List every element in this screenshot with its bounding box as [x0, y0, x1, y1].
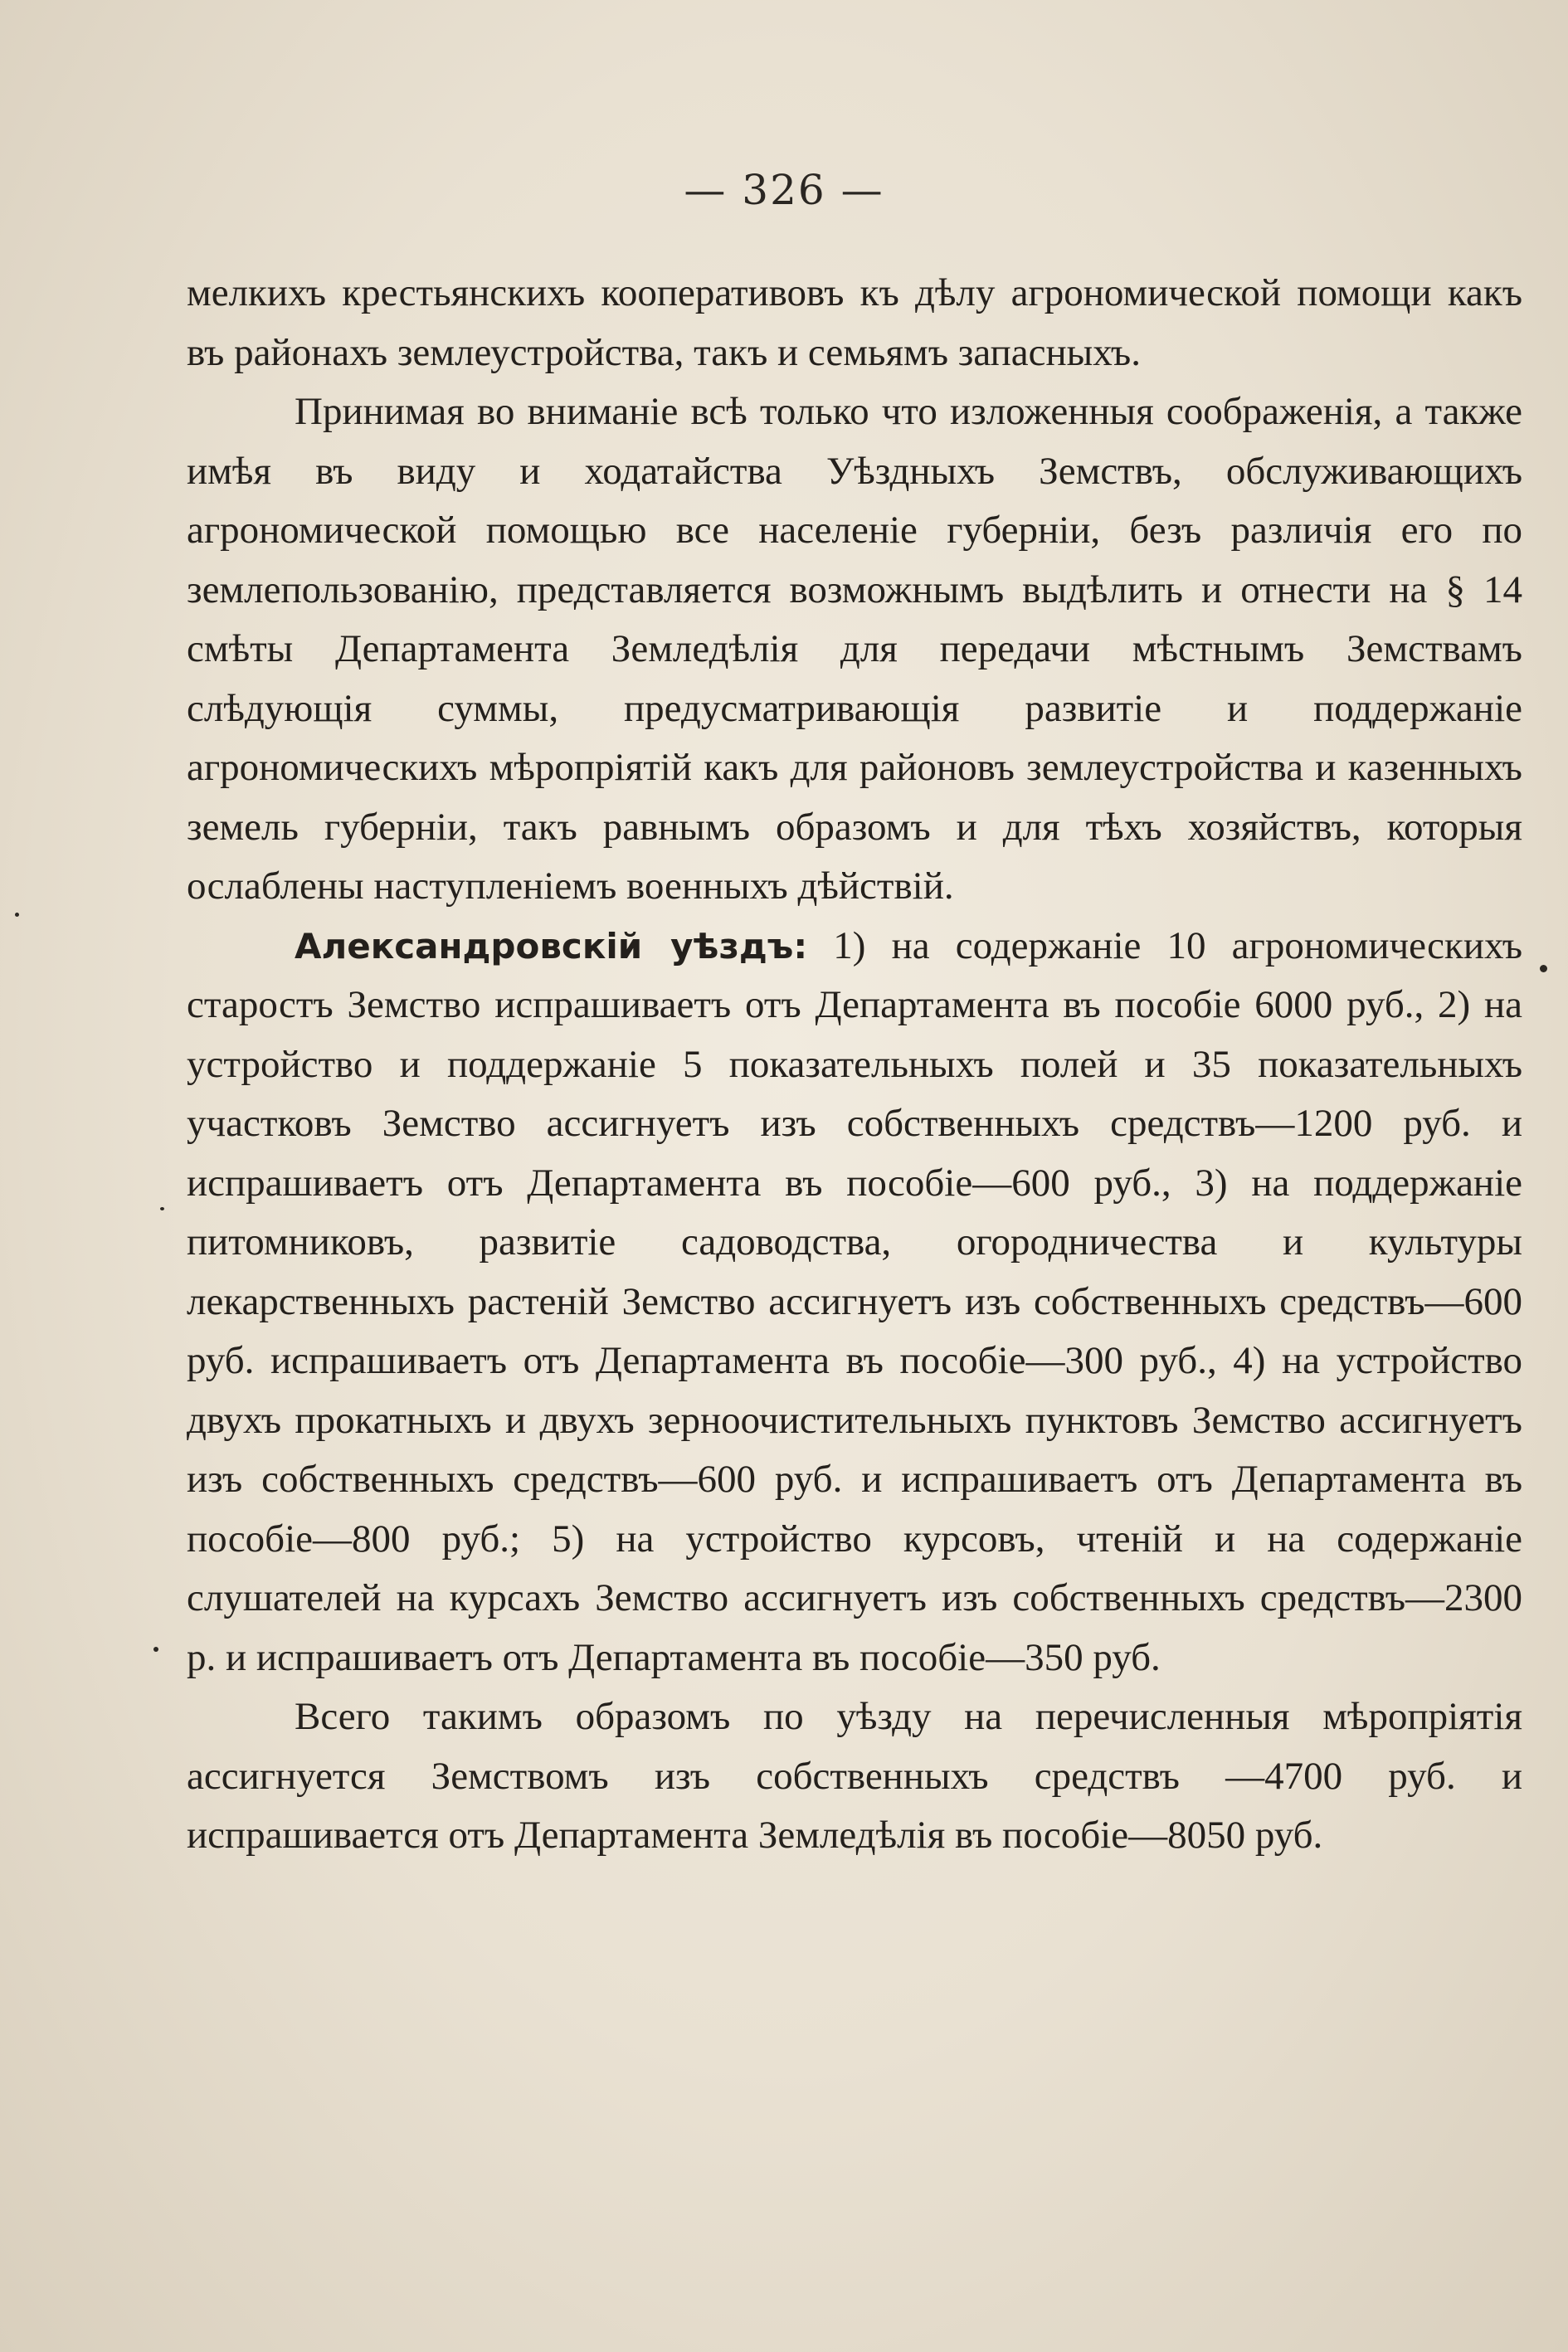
page-number: — 326 —: [684, 166, 884, 214]
paragraph-aleksandrovsky-uyezd: [187, 917, 1522, 1688]
ink-speck: [153, 1647, 158, 1652]
ink-speck: [160, 1207, 164, 1210]
paragraph-considerations: Принимая во вниманіе всѣ только что изложенныя соображенія, а также имѣя въ виду и ходатайства Уѣздныхъ Земствъ, обслуживающихъ агрономической помощью все населеніе губерніи, безъ различія его по землепользованію, представляется возможнымъ выдѣлить и отнести на § 14 смѣты Департамента Земледѣлія для передачи мѣстнымъ Земствамъ слѣдующія суммы, предусматривающія развитіе и поддержаніе агрономическихъ мѣропріятій какъ для районовъ землеустройства и казенныхъ земель губерніи, такъ равнымъ образомъ и для тѣхъ хозяйствъ, которыя ослаблены наступленіемъ военныхъ дѣйствій.: [187, 390, 1522, 908]
paragraph-total: Всего такимъ образомъ по уѣзду на перечисленныя мѣропріятія ассигнуется Земствомъ изъ собственныхъ средствъ —4700 руб. и испрашивается отъ Департамента Земледѣлія въ пособіе—8050 руб.: [187, 1695, 1522, 1857]
ink-speck: [1540, 965, 1547, 972]
uyezd-heading: Александровскій уѣздъ:: [295, 925, 808, 967]
paragraph-continuation: мелкихъ крестьянскихъ кооперативовъ къ дѣлу агрономической помощи какъ въ районахъ землеустройства, такъ и семьямъ запасныхъ.: [187, 271, 1522, 374]
uyezd-details: 1) на содержаніе 10 агрономическихъ старостъ Земство испрашиваетъ отъ Департамента въ пособіе 6000 руб., 2) на устройство и поддержаніе 5 показательныхъ полей и 35 показательныхъ участковъ Земство ассигнуетъ изъ собственныхъ средствъ—1200 руб. и испрашиваетъ отъ Департамента въ пособіе—600 руб., 3) на поддержаніе питомниковъ, развитіе садоводства, огородничества и культуры лекарственныхъ растеній Земство ассигнуетъ изъ собственныхъ средствъ—600 руб. испрашиваетъ отъ Департамента въ пособіе—300 руб., 4) на устройство двухъ прокатныхъ и двухъ зерноочистительныхъ пунктовъ Земство ассигнуетъ изъ собственныхъ средствъ—600 руб. и испрашиваетъ отъ Департамента въ пособіе—800 руб.; 5) на устройство курсовъ, чтеній и на содержаніе слушателей на курсахъ Земство ассигнуетъ изъ собственныхъ средствъ—2300 р. и испрашиваетъ отъ Департамента въ пособіе—350 руб.: [187, 923, 1523, 1679]
ink-speck: [15, 913, 19, 917]
body-text: [187, 264, 1522, 1866]
